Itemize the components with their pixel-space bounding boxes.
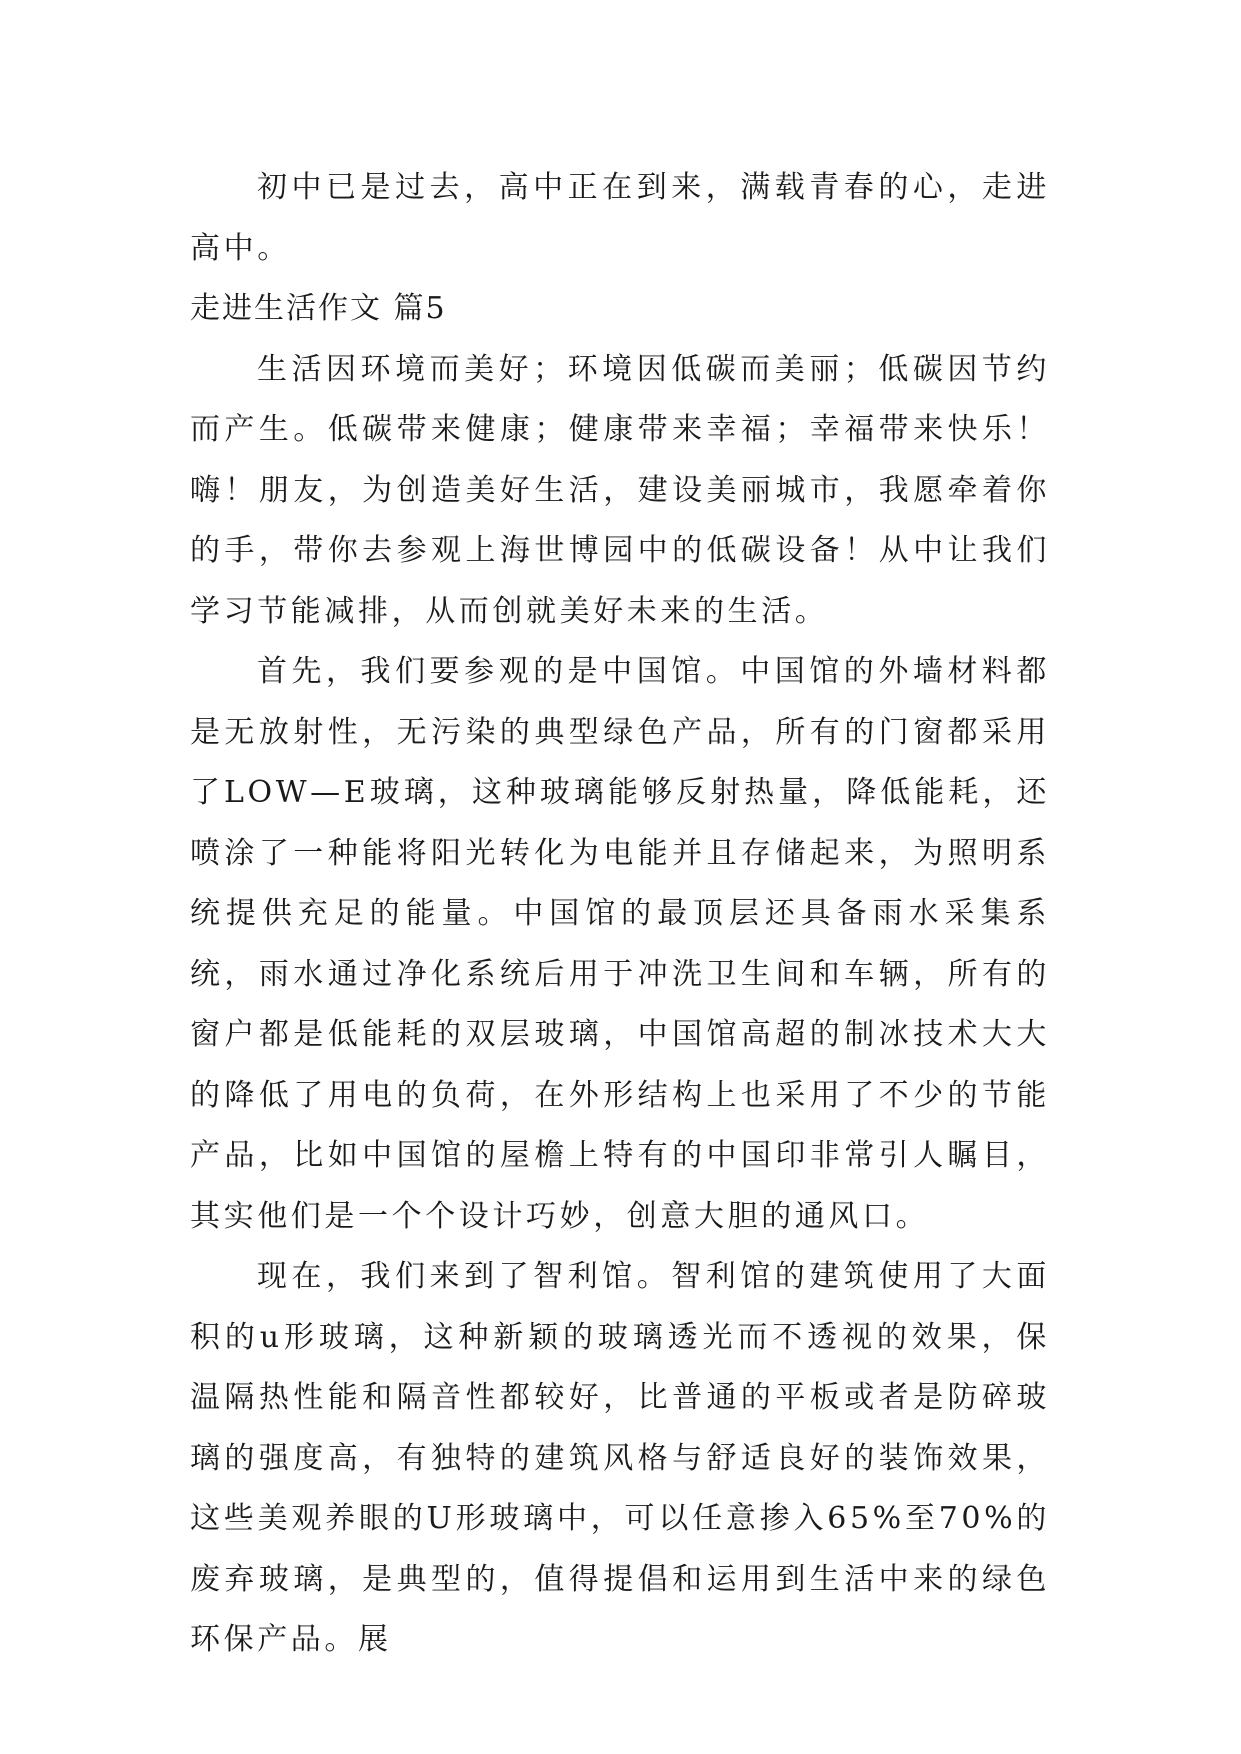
paragraph-4: 现在，我们来到了智利馆。智利馆的建筑使用了大面积的u形玻璃，这种新颖的玻璃透光而不透视的效果，保温隔热性能和隔音性都较好，比普通的平板或者是防碎玻璃的强度高，有独特的建筑风格与舒适良好的装饰效果，这些美观养眼的U形玻璃中，可以任意掺入65%至70%的废弃玻璃，是典型的，值得提倡和运用到生活中来的绿色环保产品。展 xyxy=(190,1259,1050,1657)
document-body xyxy=(190,158,1050,1671)
paragraph-1: 初中已是过去，高中正在到来，满载青春的心，走进高中。 xyxy=(190,170,1050,266)
paragraph-2: 生活因环境而美好；环境因低碳而美丽；低碳因节约而产生。低碳带来健康；健康带来幸福；幸福带来快乐！ 嗨！朋友，为创造美好生活，建设美丽城市，我愿牵着你的手，带你去参观上海世博园中的低碳设备！从中让我们学习节能减排，从而创就美好未来的生活。 xyxy=(190,351,1050,629)
paragraph-3: 首先，我们要参观的是中国馆。中国馆的外墙材料都是无放射性，无污染的典型绿色产品，所有的门窗都采用了LOW—E玻璃，这种玻璃能够反射热量，降低能耗，还喷涂了一种能将阳光转化为电能并且存储起来，为照明系统提供充足的能量。中国馆的最顶层还具备雨水采集系统，雨水通过净化系统后用于冲洗卫生间和车辆，所有的窗户都是低能耗的双层玻璃，中国馆高超的制冰技术大大的降低了用电的负荷，在外形结构上也采用了不少的节能产品，比如中国馆的屋檐上特有的中国印非常引人瞩目，其实他们是一个个设计巧妙，创意大胆的通风口。 xyxy=(190,654,1050,1234)
section-heading: 走进生活作文 篇5 xyxy=(190,291,447,326)
